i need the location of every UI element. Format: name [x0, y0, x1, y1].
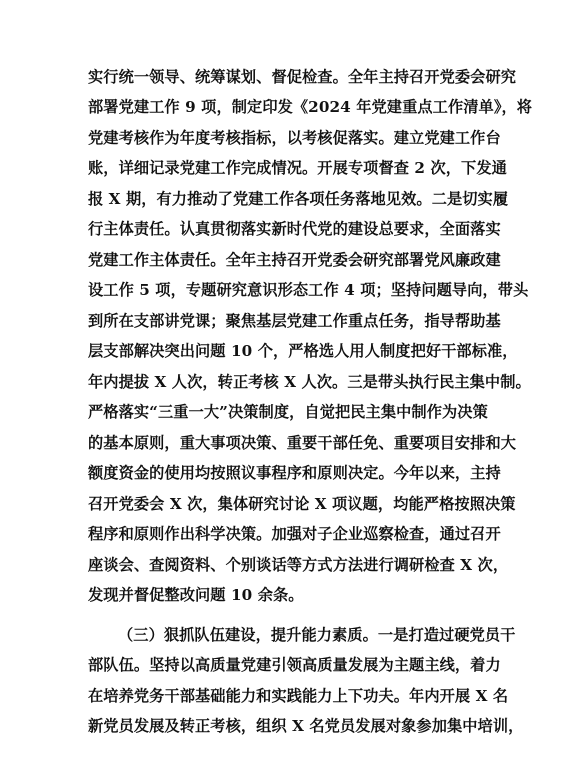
text-line: 部署党建工作 9 项，制定印发《2024 年党建重点工作清单》，将: [88, 98, 533, 116]
text-line: 座谈会、查阅资料、个别谈话等方式方法进行调研检查 X 次，: [88, 556, 509, 574]
text-line: 实行统一领导、统筹谋划、督促检查。全年主持召开党委会研究: [88, 68, 517, 86]
text-line: 的基本原则，重大事项决策、重要干部任免、重要项目安排和大: [88, 434, 517, 452]
text-line: 程序和原则作出科学决策。加强对子企业巡察检查，通过召开: [88, 525, 501, 543]
text-line: 在培养党务干部基础能力和实践能力上下功夫。年内开展 X 名: [88, 687, 509, 705]
text-line: 召开党委会 X 次，集体研究讨论 X 项议题，均能严格按照决策: [88, 495, 516, 513]
text-line: 设工作 5 项，专题研究意识形态工作 4 项；坚持问题导向，带头: [88, 281, 529, 299]
text-line: 额度资金的使用均按照议事程序和原则决定。今年以来，主持: [88, 464, 501, 482]
text-line: 报 X 期，有力推动了党建工作各项任务落地见效。二是切实履: [88, 190, 509, 208]
text-line: 党建考核作为年度考核指标，以考核促落实。建立党建工作台: [88, 129, 501, 147]
text-line: 账，详细记录党建工作完成情况。开展专项督查 2 次，下发通: [88, 159, 507, 177]
text-line: 到所在支部讲党课；聚焦基层党建工作重点任务，指导帮助基: [88, 312, 501, 330]
text-line: 发现并督促整改问题 10 余条。: [88, 586, 304, 604]
section-heading-line: （三）狠抓队伍建设，提升能力素质。一是打造过硬党员干: [118, 626, 516, 644]
text-line: 层支部解决突出问题 10 个，严格选人用人制度把好干部标准，: [88, 342, 518, 360]
text-line: 部队伍。坚持以高质量党建引领高质量发展为主题主线，着力: [88, 656, 501, 674]
text-line: 行主体责任。认真贯彻落实新时代党的建设总要求，全面落实: [88, 220, 501, 238]
text-line: 严格落实“三重一大”决策制度，自觉把民主集中制作为决策: [88, 403, 488, 421]
text-line: 新党员发展及转正考核，组织 X 名党员发展对象参加集中培训，: [88, 717, 524, 735]
text-line: 年内提拔 X 人次，转正考核 X 人次。三是带头执行民主集中制。: [88, 373, 531, 391]
text-line: 党建工作主体责任。全年主持召开党委会研究部署党风廉政建: [88, 251, 501, 269]
